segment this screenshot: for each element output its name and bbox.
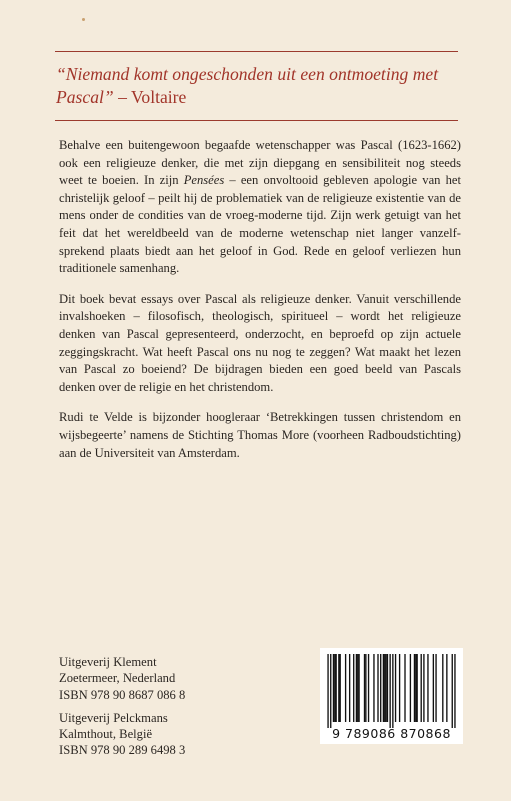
publisher-block-1	[59, 654, 259, 703]
barcode-bar	[435, 654, 436, 722]
barcode-bar	[373, 654, 374, 722]
barcode-bar	[330, 654, 331, 728]
print-speck	[82, 18, 85, 21]
barcode-bar	[427, 654, 428, 722]
blurb	[59, 137, 461, 475]
barcode-bar	[338, 654, 339, 722]
barcode-bars	[320, 648, 463, 728]
barcode-bar	[385, 654, 386, 722]
barcode-bar	[389, 654, 390, 728]
barcode-bar	[423, 654, 424, 722]
barcode-bar	[399, 654, 400, 722]
publisher-isbn: ISBN 978 90 289 6498 3	[59, 743, 186, 758]
barcode-bar	[383, 654, 384, 722]
barcode-bar	[345, 654, 346, 722]
barcode-bar	[335, 654, 336, 722]
publisher-name: Uitgeverij Klement	[59, 655, 157, 669]
publisher-name: Uitgeverij Pelckmans	[59, 710, 168, 725]
book-title-reference: Pensées	[183, 173, 225, 188]
barcode-bar	[358, 654, 359, 722]
barcode-bar	[392, 654, 393, 728]
publisher-place: Kalmthout, België	[59, 727, 153, 742]
barcode-bar	[421, 654, 422, 722]
author-bio: Rudi te Velde is bijzonder hoogleraar ‘Betrekkingen tussen christendom en wijsbegeerte’ namens de Stichting Thomas More (voorheen Radboudstichting) aan de Universiteit van Amsterdam.	[59, 410, 461, 460]
quote-divider	[55, 120, 458, 121]
barcode-bar	[333, 654, 334, 722]
barcode	[320, 648, 463, 744]
publisher-place: Zoetermeer, Nederland	[59, 671, 176, 686]
barcode-bar	[380, 654, 381, 722]
barcode-number: 9 789086 870868	[332, 726, 451, 741]
barcode-bar	[442, 654, 443, 722]
barcode-bar	[365, 654, 366, 722]
barcode-bar	[387, 654, 388, 722]
barcode-bar	[410, 654, 411, 722]
barcode-bar	[404, 654, 405, 722]
barcode-bar	[356, 654, 357, 722]
quote-text: “Niemand komt ongeschonden uit een ontmoeting met Pascal”	[56, 64, 439, 107]
barcode-bar	[415, 654, 416, 722]
barcode-bar	[433, 654, 434, 722]
barcode-bar	[384, 654, 385, 722]
quote-block	[56, 63, 466, 109]
publisher-block-2	[59, 710, 259, 759]
barcode-bar	[414, 654, 415, 722]
publisher-isbn: ISBN 978 90 8687 086 8	[59, 687, 186, 702]
barcode-bar	[334, 654, 335, 722]
paragraph-1-intro: Behalve een buitengewoon begaafde wetenschapper was Pascal (1623-1662) ook een religieuze denker, die met zijn diepgang en sensibiliteit nog steeds weet te boeien. In zijn	[59, 138, 461, 188]
blurb-paragraph-2: Dit boek bevat essays over Pascal als religieuze denker. Vanuit verschillende invalshoeken – filosofisch, theologisch, spiritueel – wordt het religieuze denken van Pascal gepresenteerd, onderzocht, en beproefd op zijn actuele zeggingskracht. Wat heeft Pascal ons nu nog te zeggen? Wat maakt het lezen van Pascal zo boeiend? De bijdragen bieden een goed beeld van Pascals denken over de religie en het christendom.	[59, 291, 461, 394]
barcode-bar	[395, 654, 396, 722]
barcode-bar	[357, 654, 358, 722]
barcode-bar	[364, 654, 365, 722]
barcode-bar	[452, 654, 453, 728]
barcode-bar	[340, 654, 341, 722]
publisher-info	[59, 654, 259, 766]
barcode-bar	[454, 654, 455, 728]
paragraph-1-rest: – een onvoltooid gebleven apologie van het christelijk geloof – peilt hij de problematiek van de religieuze existentie van de mens onder de condities van de vroeg-moderne tijd. Zijn werk getuigt van het feit dat het wereldbeeld van de moderne wetenschap niet langer vanzelfsprekend plaats biedt aan het geloof in God. Rede en geloof verliezen hun traditionele samenhang.	[59, 173, 461, 276]
barcode-bar	[353, 654, 354, 722]
barcode-bar	[416, 654, 417, 722]
barcode-bar	[377, 654, 378, 722]
barcode-bar	[349, 654, 350, 722]
barcode-bar	[446, 654, 447, 722]
top-divider	[55, 51, 458, 52]
barcode-bar	[327, 654, 328, 728]
quote-author: – Voltaire	[118, 87, 187, 107]
barcode-bar	[368, 654, 369, 722]
blurb-paragraph-1	[59, 137, 461, 278]
